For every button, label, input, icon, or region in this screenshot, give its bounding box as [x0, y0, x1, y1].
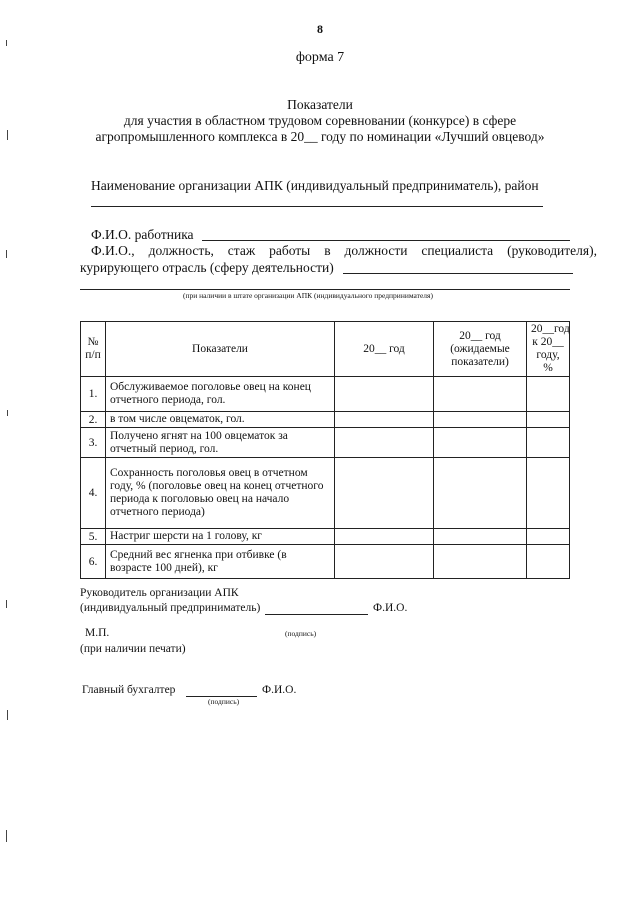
cell-year[interactable]	[335, 377, 434, 412]
scan-mark	[7, 410, 8, 416]
row-num: 4.	[81, 458, 106, 529]
head-label-line1: Руководитель организации АПК	[80, 587, 239, 599]
row-desc: Обслуживаемое поголовье овец на конец отчетного периода, гол.	[106, 377, 335, 412]
header-expected: 20__ год (ожидаемые показатели)	[434, 322, 527, 377]
cell-expected[interactable]	[434, 545, 527, 579]
table-row	[81, 377, 570, 412]
row-num: 6.	[81, 545, 106, 579]
stamp-note: (при наличии печати)	[80, 643, 186, 655]
table-row	[81, 529, 570, 545]
cell-ratio[interactable]	[527, 529, 570, 545]
header-ratio: 20__год к 20__ году, %	[527, 322, 570, 377]
document-title	[0, 97, 640, 145]
table-row	[81, 412, 570, 428]
row-desc: Получено ягнят на 100 овцематок за отчетный период, гол.	[106, 428, 335, 458]
row-desc: Сохранность поголовья овец в отчетном году, % (поголовье овец на конец отчетного периода к поголовью овец на начало отчетного периода)	[106, 458, 335, 529]
head-label-line2: (индивидуальный предприниматель)	[80, 602, 261, 614]
cell-year[interactable]	[335, 545, 434, 579]
title-line-3: агропромышленного комплекса в 20__ году по номинации «Лучший овцевод»	[95, 129, 545, 144]
header-num: № п/п	[81, 322, 106, 377]
cell-expected[interactable]	[434, 428, 527, 458]
cell-ratio[interactable]	[527, 428, 570, 458]
page-number: 8	[317, 22, 323, 36]
cell-year[interactable]	[335, 458, 434, 529]
cell-expected[interactable]	[434, 412, 527, 428]
row-num: 5.	[81, 529, 106, 545]
cell-ratio[interactable]	[527, 545, 570, 579]
head-fio-label: Ф.И.О.	[373, 602, 408, 614]
row-num: 1.	[81, 377, 106, 412]
cell-ratio[interactable]	[527, 377, 570, 412]
scan-mark	[6, 250, 7, 258]
specialist-line-2[interactable]	[80, 289, 570, 290]
scan-mark	[6, 830, 7, 842]
head-signature-line[interactable]	[265, 614, 368, 615]
row-desc: Настриг шерсти на 1 голову, кг	[106, 529, 335, 545]
cell-expected[interactable]	[434, 458, 527, 529]
table-row	[81, 428, 570, 458]
title-line-1: Показатели	[287, 97, 353, 112]
scan-mark	[7, 130, 8, 140]
head-signature-note: (подпись)	[285, 629, 317, 638]
cell-year[interactable]	[335, 412, 434, 428]
header-year: 20__ год	[335, 322, 434, 377]
scan-mark	[6, 40, 7, 46]
scan-mark	[7, 710, 8, 720]
cell-expected[interactable]	[434, 377, 527, 412]
form-label: форма 7	[295, 50, 345, 65]
accountant-fio-label: Ф.И.О.	[262, 684, 297, 696]
cell-year[interactable]	[335, 428, 434, 458]
scan-mark	[6, 600, 7, 608]
indicators-table	[80, 321, 570, 579]
worker-label: Ф.И.О. работника	[91, 227, 194, 242]
table-row	[81, 545, 570, 579]
accountant-signature-note: (подпись)	[208, 697, 240, 706]
specialist-label-line1: Ф.И.О., должность, стаж работы в должности специалиста (руководителя),	[91, 243, 597, 258]
table-header-row	[81, 322, 570, 377]
cell-ratio[interactable]	[527, 458, 570, 529]
header-indicators: Показатели	[106, 322, 335, 377]
worker-name-line[interactable]	[202, 240, 570, 241]
accountant-label: Главный бухгалтер	[82, 684, 176, 696]
cell-ratio[interactable]	[527, 412, 570, 428]
row-desc: Средний вес ягненка при отбивке (в возрасте 100 дней), кг	[106, 545, 335, 579]
staff-note: (при наличии в штате организации АПК (индивидуального предпринимателя)	[183, 291, 433, 300]
cell-year[interactable]	[335, 529, 434, 545]
stamp-label: М.П.	[85, 627, 110, 639]
specialist-line-1[interactable]	[343, 273, 573, 274]
cell-expected[interactable]	[434, 529, 527, 545]
specialist-label-line2: курирующего отрасль (сферу деятельности)	[80, 260, 334, 275]
title-line-2: для участия в областном трудовом соревновании (конкурсе) в сфере	[123, 113, 517, 128]
row-desc: в том числе овцематок, гол.	[106, 412, 335, 428]
org-name-label: Наименование организации АПК (индивидуальный предприниматель), район	[91, 178, 539, 193]
row-num: 3.	[81, 428, 106, 458]
row-num: 2.	[81, 412, 106, 428]
table-row	[81, 458, 570, 529]
org-name-line[interactable]	[91, 206, 543, 207]
